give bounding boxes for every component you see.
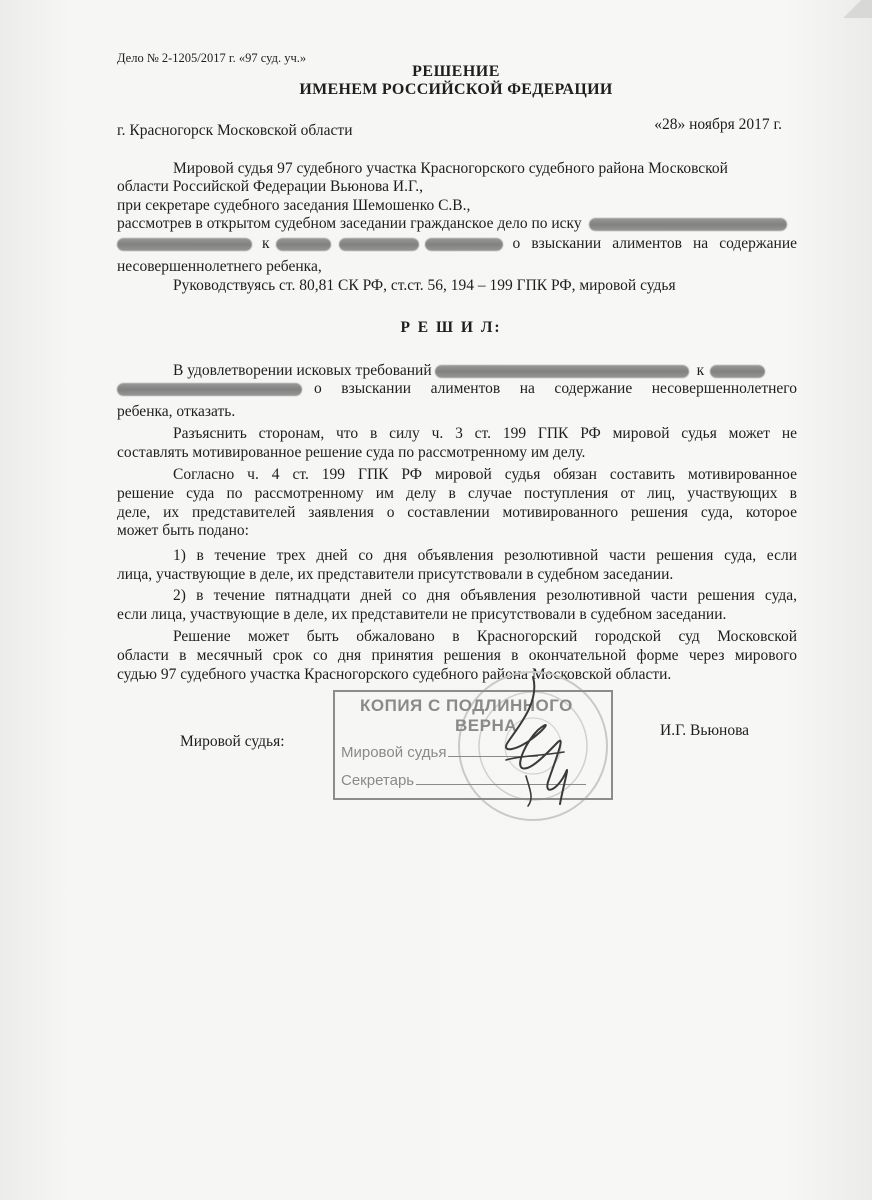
decision-line: может быть подано: xyxy=(117,522,249,539)
intro-line: области Российской Федерации Вьюнова И.Г., xyxy=(117,178,423,195)
decided-heading: Р Е Ш И Л: xyxy=(400,319,502,336)
decision-text: В удовлетворении исковых требований xyxy=(173,362,432,379)
decision-line: составлять мотивированное решение суда по рассмотренному им делу. xyxy=(117,444,586,461)
decision-line: Согласно ч. 4 ст. 199 ГПК РФ мировой судья обязан составить мотивированное xyxy=(173,466,797,483)
intro-line: Руководствуясь ст. 80,81 СК РФ, ст.ст. 56, 194 – 199 ГПК РФ, мировой судья xyxy=(173,277,676,294)
redacted-defendant xyxy=(425,238,503,251)
intro-text: о взыскании алиментов на содержание xyxy=(512,235,797,252)
intro-line: при секретаре судебного заседания Шемошенко С.В., xyxy=(117,197,471,214)
document-subtitle: ИМЕНЕМ РОССИЙСКОЙ ФЕДЕРАЦИИ xyxy=(299,81,613,98)
stamp-title: ВЕРНА xyxy=(455,716,518,735)
redacted-defendant-name xyxy=(117,383,302,396)
redacted-defendant xyxy=(710,365,765,378)
decision-line: 2) в течение пятнадцати дней со дня объявления резолютивной части решения суда, xyxy=(173,587,797,604)
intro-text: рассмотрев в открытом судебном заседании гражданское дело по иску xyxy=(117,215,582,232)
redacted-plaintiff xyxy=(589,218,787,231)
intro-line: несовершеннолетнего ребенка, xyxy=(117,258,322,275)
decision-line: если лица, участвующие в деле, их представители не присутствовали в судебном заседании. xyxy=(117,606,727,623)
decision-date: «28» ноября 2017 г. xyxy=(654,116,782,133)
decision-line: судью 97 судебного участка Красногорского судебного района Московской области. xyxy=(117,666,672,683)
decision-text: к xyxy=(696,362,705,379)
redacted-defendant xyxy=(276,238,331,251)
stamp-judge-label: Мировой судья xyxy=(341,744,447,761)
decision-line: ребенка, отказать. xyxy=(117,403,236,420)
judge-name: И.Г. Вьюнова xyxy=(660,722,750,739)
stamp-secretary-label: Секретарь xyxy=(341,772,415,789)
intro-line xyxy=(117,215,787,233)
stamp-title: КОПИЯ С ПОДЛИННОГО xyxy=(360,696,573,715)
decision-line xyxy=(117,380,797,398)
intro-line: Мировой судья 97 судебного участка Красногорского судебного района Московской xyxy=(173,160,728,177)
decision-text: о взыскании алиментов на содержание несовершеннолетнего xyxy=(314,380,797,397)
signature-label: Мировой судья: xyxy=(180,733,285,750)
case-number: Дело № 2-1205/2017 г. «97 суд. уч.» xyxy=(117,51,307,65)
decision-line xyxy=(173,362,797,380)
decision-line: 1) в течение трех дней со дня объявления резолютивной части решения суда, если xyxy=(173,547,797,564)
document-title: РЕШЕНИЕ xyxy=(412,63,500,80)
intro-line xyxy=(117,235,797,253)
redacted-plaintiff-name xyxy=(117,238,252,251)
decision-line: Разъяснить сторонам, что в силу ч. 3 ст. 199 ГПК РФ мировой судья может не xyxy=(173,425,797,442)
page-corner-fold xyxy=(842,0,872,18)
redacted-defendant xyxy=(339,238,419,251)
decision-line: решение суда по рассмотренному им делу в случае поступления от лиц, участвующих в xyxy=(117,485,797,502)
decision-line: области в месячный срок со дня принятия решения в окончательной форме через мирового xyxy=(117,647,797,664)
handwritten-signature xyxy=(478,672,588,812)
decision-line: лица, участвующие в деле, их представители присутствовали в судебном заседании. xyxy=(117,566,674,583)
redacted-plaintiff xyxy=(435,365,689,378)
court-city: г. Красногорск Московской области xyxy=(117,122,353,139)
decision-line: Решение может быть обжаловано в Красногорский городской суд Московской xyxy=(173,628,797,645)
decision-line: деле, их представителей заявления о составлении мотивированного решения суда, которое xyxy=(117,504,797,521)
intro-text: к xyxy=(262,235,270,252)
